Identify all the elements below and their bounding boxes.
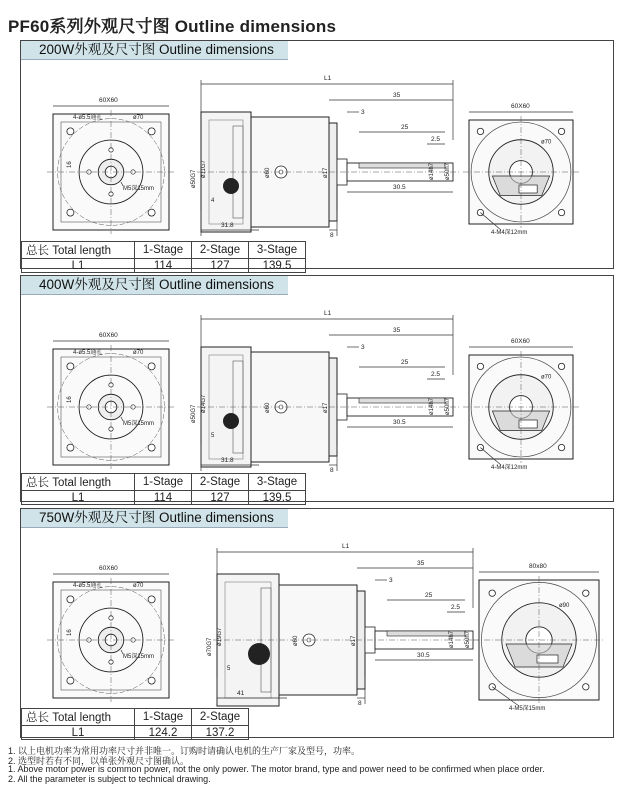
- rear-mounting-hole: [489, 684, 495, 690]
- mounting-hole: [67, 363, 74, 370]
- mounting-hole: [67, 596, 74, 603]
- label-d30_5: 30.5: [393, 184, 406, 191]
- rear-mounting-hole: [558, 363, 564, 369]
- screw-hole: [131, 405, 135, 409]
- table-row: [22, 474, 306, 491]
- table-cell: 139.5: [249, 259, 306, 273]
- table-cell: L1: [22, 491, 135, 505]
- label-d17: ø17: [323, 167, 329, 178]
- label-L1: L1: [324, 75, 332, 82]
- table-cell: 2-Stage: [192, 474, 249, 491]
- table-cell: 总长 Total length: [22, 242, 135, 259]
- section-label: 200W外观及尺寸图 Outline dimensions: [21, 41, 288, 60]
- label-d14h7: ø14h7: [429, 397, 435, 415]
- label-d31_8: 41: [237, 690, 245, 697]
- drawing-area: [21, 295, 613, 475]
- label-rear-holes: 4-M4深12mm: [491, 465, 528, 471]
- access-plug: [223, 413, 239, 429]
- section-label: 400W外观及尺寸图 Outline dimensions: [21, 276, 288, 295]
- note-2-cn: 2. 选型时若有不同，以单张外观尺寸图确认。: [8, 756, 190, 766]
- rear-key: [537, 655, 558, 663]
- label-d3: 3: [361, 109, 365, 116]
- label-d11g7: ø14G7: [201, 394, 207, 413]
- label-front-screw: M5深15mm: [123, 654, 155, 660]
- label-d14h7: ø14h7: [429, 162, 435, 180]
- label-d8: 8: [330, 467, 334, 474]
- label-d3: 3: [361, 344, 365, 351]
- label-d50g7: ø50G7: [191, 169, 197, 188]
- label-d25: 25: [401, 359, 409, 366]
- mounting-hole: [148, 677, 155, 684]
- access-plug: [223, 178, 239, 194]
- label-rear-circle: ø90: [559, 603, 570, 609]
- label-front-screw: M5深15mm: [123, 186, 155, 192]
- label-front-size: 60X60: [99, 97, 118, 104]
- label-front-16: 16: [67, 396, 73, 403]
- label-d35: 35: [393, 92, 401, 99]
- technical-drawing: [21, 295, 613, 475]
- label-d31_8: 31.8: [221, 457, 234, 464]
- label-d31_8: 31.8: [221, 222, 234, 229]
- label-d4: 5: [211, 433, 215, 439]
- label-d4: 5: [227, 666, 231, 672]
- label-L1: L1: [342, 543, 350, 550]
- screw-hole: [131, 638, 135, 642]
- label-d50h7: ø50h7: [465, 630, 471, 648]
- table-cell: 1-Stage: [135, 242, 192, 259]
- label-front-circle: ø70: [133, 115, 144, 121]
- table-cell: 127: [192, 259, 249, 273]
- label-d17: ø17: [323, 402, 329, 413]
- mounting-hole: [67, 444, 74, 451]
- mounting-hole: [67, 128, 74, 135]
- table-cell: 1-Stage: [135, 709, 192, 726]
- label-front-circle: ø70: [133, 350, 144, 356]
- label-front-size: 60X60: [99, 565, 118, 572]
- mounting-hole: [148, 363, 155, 370]
- rear-mounting-hole: [477, 128, 483, 134]
- label-d30_5: 30.5: [393, 419, 406, 426]
- label-d2_5: 2.5: [431, 371, 441, 378]
- rear-key: [519, 420, 537, 428]
- drawing-area: [21, 60, 613, 240]
- mounting-hole: [148, 209, 155, 216]
- dimension-table: [21, 473, 306, 505]
- label-d17: ø17: [351, 635, 357, 646]
- dimension-table: [21, 241, 306, 273]
- label-d8: 8: [330, 232, 334, 239]
- section-200w: [20, 40, 614, 272]
- rear-key: [519, 185, 537, 193]
- label-front-16: 16: [67, 161, 73, 168]
- rear-mounting-hole: [558, 444, 564, 450]
- label-front-holes: 4-ø5.5通孔: [73, 115, 103, 121]
- rear-mounting-hole: [558, 209, 564, 215]
- label-d4: 4: [211, 198, 215, 204]
- mounting-hole: [148, 128, 155, 135]
- table-cell: 137.2: [192, 726, 249, 740]
- label-front-16: 16: [67, 629, 73, 636]
- mounting-hole: [148, 596, 155, 603]
- label-front-circle: ø70: [133, 583, 144, 589]
- dimension-table: [21, 708, 249, 740]
- table-cell: 3-Stage: [249, 242, 306, 259]
- table-cell: 2-Stage: [192, 709, 249, 726]
- mounting-hole: [67, 677, 74, 684]
- mounting-hole: [67, 209, 74, 216]
- table-cell: 总长 Total length: [22, 709, 135, 726]
- label-d11g7: ø19G7: [217, 627, 223, 646]
- table-cell: 114: [135, 259, 192, 273]
- label-d60: ø60: [293, 635, 299, 646]
- label-rear-circle: ø70: [541, 139, 552, 146]
- label-d8: 8: [358, 700, 362, 707]
- label-d11g7: ø11G7: [201, 160, 207, 178]
- label-d30_5: 30.5: [417, 652, 430, 659]
- rear-mounting-hole: [583, 590, 589, 596]
- mounting-hole: [148, 444, 155, 451]
- section-750w: [20, 508, 614, 738]
- label-d25: 25: [425, 592, 433, 599]
- rear-mounting-hole: [477, 363, 483, 369]
- table-row: [22, 491, 306, 505]
- table-cell: L1: [22, 726, 135, 740]
- label-front-screw: M5深15mm: [123, 421, 155, 427]
- label-d35: 35: [417, 560, 425, 567]
- label-d60: ø60: [265, 402, 271, 413]
- rear-mounting-hole: [583, 684, 589, 690]
- section-400w: [20, 275, 614, 502]
- label-rear-size: 60X60: [511, 338, 530, 345]
- note-2-en: 2. All the parameter is subject to technical drawing.: [8, 774, 211, 784]
- table-row: [22, 259, 306, 273]
- section-label: 750W外观及尺寸图 Outline dimensions: [21, 509, 288, 528]
- label-rear-holes: 4-M4深12mm: [491, 230, 528, 236]
- table-cell: 114: [135, 491, 192, 505]
- label-d50g7: ø50G7: [191, 404, 197, 423]
- label-front-holes: 4-ø5.5通孔: [73, 583, 103, 589]
- label-d60: ø60: [265, 167, 271, 178]
- label-front-size: 60X60: [99, 332, 118, 339]
- label-rear-holes: 4-M5深15mm: [509, 706, 546, 712]
- table-cell: 139.5: [249, 491, 306, 505]
- label-d3: 3: [389, 577, 393, 584]
- label-d50h7: ø50h7: [445, 162, 451, 180]
- label-front-holes: 4-ø5.5通孔: [73, 350, 103, 356]
- table-cell: 3-Stage: [249, 474, 306, 491]
- rear-mounting-hole: [558, 128, 564, 134]
- table-cell: 124.2: [135, 726, 192, 740]
- rear-mounting-hole: [489, 590, 495, 596]
- table-cell: 2-Stage: [192, 242, 249, 259]
- screw-hole: [131, 170, 135, 174]
- note-1-cn: 1. 以上电机功率为常用功率尺寸并非唯一。订购时请确认电机的生产厂家及型号，功率。: [8, 746, 361, 756]
- label-L1: L1: [324, 310, 332, 317]
- label-d14h7: ø14h7: [449, 630, 455, 648]
- label-d50h7: ø50h7: [445, 397, 451, 415]
- technical-drawing: [21, 528, 613, 712]
- note-1-en: 1. Above motor power is common power, not the only power. The motor brand, type and power need to be confirmed when place order.: [8, 764, 545, 774]
- table-cell: 总长 Total length: [22, 474, 135, 491]
- table-cell: 1-Stage: [135, 474, 192, 491]
- label-rear-size: 80x80: [529, 563, 547, 570]
- table-row: [22, 242, 306, 259]
- label-d50g7: ø70G7: [207, 637, 213, 656]
- label-rear-circle: ø70: [541, 374, 552, 381]
- label-d25: 25: [401, 124, 409, 131]
- table-cell: L1: [22, 259, 135, 273]
- label-d35: 35: [393, 327, 401, 334]
- page-title: PF60系列外观尺寸图 Outline dimensions: [8, 17, 337, 36]
- table-row: [22, 709, 249, 726]
- drawing-area: [21, 528, 613, 712]
- label-d2_5: 2.5: [451, 604, 461, 611]
- table-row: [22, 726, 249, 740]
- access-plug: [248, 643, 270, 665]
- technical-drawing: [21, 60, 613, 240]
- label-rear-size: 60X60: [511, 103, 530, 110]
- table-cell: 127: [192, 491, 249, 505]
- label-d2_5: 2.5: [431, 136, 441, 143]
